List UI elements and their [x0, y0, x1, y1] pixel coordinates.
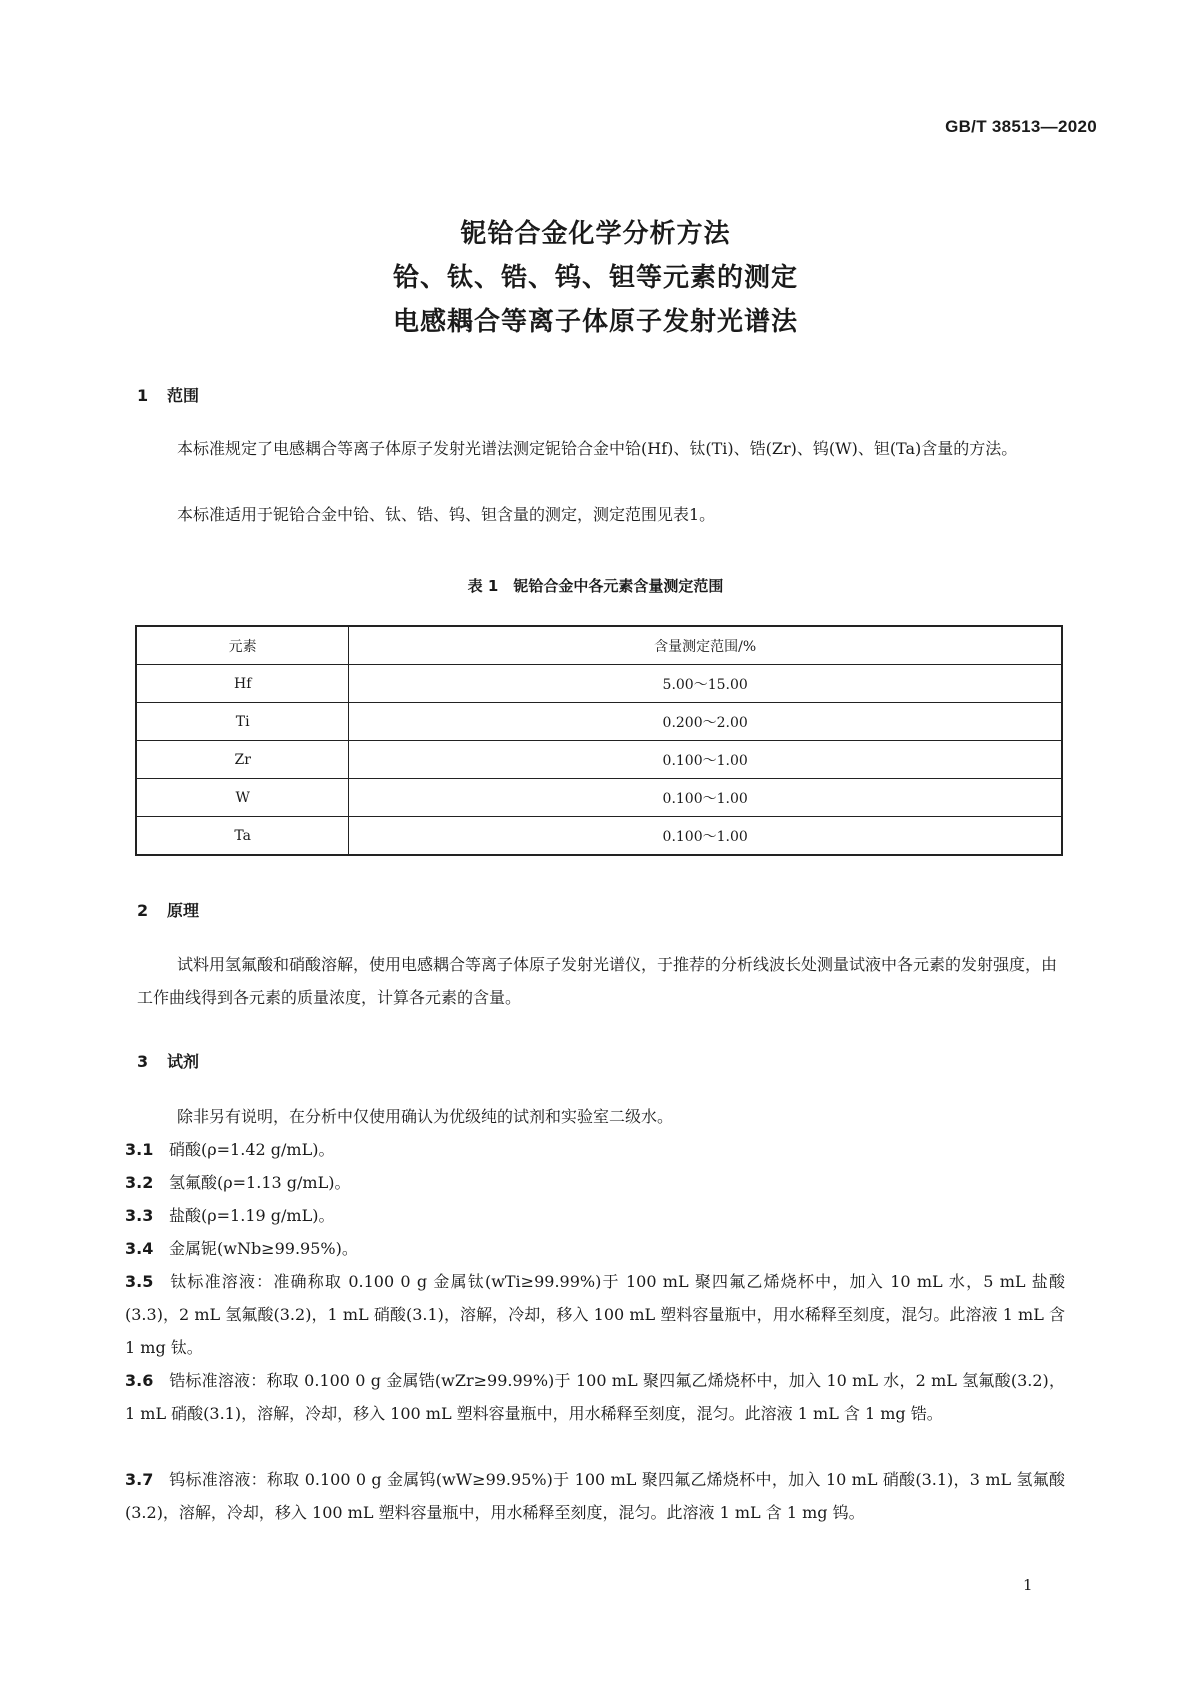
table-header-row — [136, 626, 1062, 665]
clause-3-7: 3.7 钨标准溶液：称取 0.100 0 g 金属钨(wW≥99.95%)于 100 mL 聚四氟乙烯烧杯中，加入 10 mL 硝酸(3.1)，3 mL 氢氟酸(3.2)，溶解，冷却，移入 100 mL 塑料容量瓶中，用水稀释至刻度，混匀。此溶液 1 mL 含 1 mg 钨。 — [125, 1470, 1065, 1522]
table-row: Hf 5.00～15.00 — [136, 665, 1062, 703]
table-row: Ta 0.100～1.00 — [136, 817, 1062, 856]
clause-3-4: 3.4 金属铌(wNb≥99.95%)。 — [125, 1239, 358, 1258]
section-heading-principle: 2 原理 — [137, 901, 200, 920]
standard-code: GB/T 38513—2020 — [945, 117, 1097, 136]
table-row: Ti 0.200～2.00 — [136, 703, 1062, 741]
section-heading-scope — [137, 383, 199, 406]
scope-paragraph-1: 本标准规定了电感耦合等离子体原子发射光谱法测定铌铪合金中铪(Hf)、钛(Ti)、锆(Zr)、钨(W)、钽(Ta)含量的方法。 — [177, 439, 1018, 458]
table-caption: 表 1 铌铪合金中各元素含量测定范围 — [467, 577, 724, 595]
clause-3-5: 3.5 钛标准溶液：准确称取 0.100 0 g 金属钛(wTi≥99.99%)于 100 mL 聚四氟乙烯烧杯中，加入 10 mL 水，5 mL 盐酸(3.3)，2 mL 氢氟酸(3.2)，1 mL 硝酸(3.1)，溶解，冷却，移入 100 mL 塑料容量瓶中，用水稀释至刻度，混匀。此溶液 1 mL 含 1 mg 钛。 — [125, 1272, 1065, 1357]
title-line-3: 电感耦合等离子体原子发射光谱法 — [392, 307, 798, 337]
element-range-table — [135, 625, 1063, 856]
clause-3-1: 3.1 硝酸(ρ=1.42 g/mL)。 — [125, 1140, 335, 1159]
scope-paragraph-2: 本标准适用于铌铪合金中铪、钛、锆、钨、钽含量的测定，测定范围见表1。 — [177, 505, 716, 524]
title-line-1: 铌铪合金化学分析方法 — [460, 219, 731, 249]
table-row: Zr 0.100～1.00 — [136, 741, 1062, 779]
section-number: 1 — [137, 386, 149, 405]
clause-3-2: 3.2 氢氟酸(ρ=1.13 g/mL)。 — [125, 1173, 351, 1192]
clause-3-3: 3.3 盐酸(ρ=1.19 g/mL)。 — [125, 1206, 335, 1225]
column-header-range: 含量测定范围/% — [349, 626, 1062, 665]
table-row: W 0.100～1.00 — [136, 779, 1062, 817]
document-title — [0, 212, 1191, 344]
title-line-2: 铪、钛、锆、钨、钽等元素的测定 — [392, 263, 798, 293]
reagents-intro: 除非另有说明，在分析中仅使用确认为优级纯的试剂和实验室二级水。 — [177, 1107, 674, 1126]
page-number: 1 — [1023, 1576, 1033, 1594]
section-title: 范围 — [167, 386, 200, 405]
column-header-element: 元素 — [136, 626, 349, 665]
principle-paragraph: 试料用氢氟酸和硝酸溶解，使用电感耦合等离子体原子发射光谱仪，于推荐的分析线波长处测量试液中各元素的发射强度，由工作曲线得到各元素的质量浓度，计算各元素的含量。 — [137, 955, 1058, 1007]
clause-3-6: 3.6 锆标准溶液：称取 0.100 0 g 金属锆(wZr≥99.99%)于 100 mL 聚四氟乙烯烧杯中，加入 10 mL 水，2 mL 氢氟酸(3.2)，1 mL 硝酸(3.1)，溶解，冷却，移入 100 mL 塑料容量瓶中，用水稀释至刻度，混匀。此溶液 1 mL 含 1 mg 锆。 — [125, 1371, 1065, 1423]
section-heading-reagents: 3 试剂 — [137, 1052, 200, 1071]
